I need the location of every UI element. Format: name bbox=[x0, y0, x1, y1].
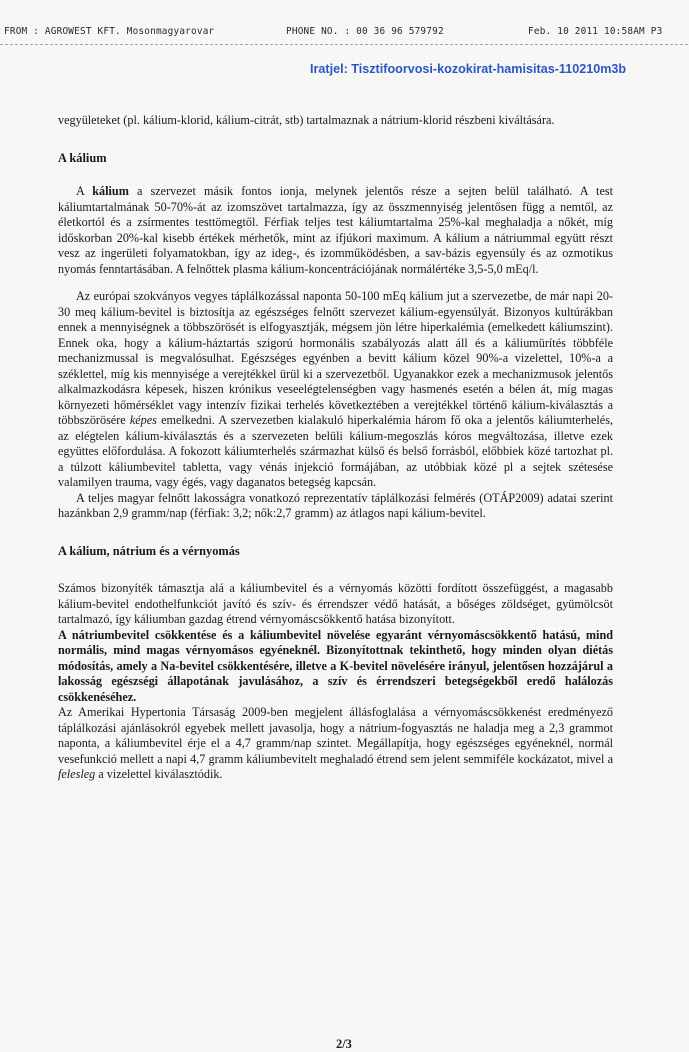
section-heading-kalium: A kálium bbox=[58, 150, 107, 165]
paragraph-kalium-intro bbox=[58, 184, 613, 277]
intro-paragraph: vegyületeket (pl. kálium-klorid, kálium-citrát, stb) tartalmaznak a nátrium-klorid részbeni kiváltására. bbox=[58, 113, 555, 127]
paragraph-bold-conclusion: A nátriumbevitel csökkentése és a káliumbevitel növelése egyaránt vérnyomáscsökkentő hatású, mind normális, mind magas vérnyomásos egyéneknél. Bizonyítottnak tekinthető, hogy minden olyan diétás módosítás, amely a Na-bevitel csökkentésére, illetve a K-bevitel növelésére irányul, jelentősen hozzájárul a lakosság egészségi állapotának javulásához, a szív és érrendszeri betegségekből eredő halálozás csökkenéséhez. bbox=[58, 627, 613, 704]
fax-header-rule bbox=[0, 44, 689, 45]
text-run: Az Amerikai Hypertonia Társaság 2009-ben megjelent állásfoglalása a vérnyomáscsökkenést eredményező táplálkozási ajánlásokról egyebek mellett javasolja, hogy a nátrium-fogyasztás ne haladja meg a 2,3 grammot naponta, a káliumbevitel érje el a 4,7 gramm/nap szintet. Megállapítja, hogy egészséges egyéneknél, normál vesefunkció mellett a napi 4,7 gramm káliumbevitelt meghaladó étrend sem jelent semmiféle kockázatot, mivel a bbox=[58, 705, 613, 766]
paragraph-otap-survey: A teljes magyar felnőtt lakosságra vonatkozó reprezentatív táplálkozási felmérés (OTÁP2009) adatai szerint hazánkban 2,9 gramm/nap (férfiak: 3,2; nők:2,7 gramm) az átlagos napi kálium-bevitel. bbox=[58, 490, 613, 520]
paragraph-evidence: Számos bizonyíték támasztja alá a káliumbevitel és a vérnyomás közötti fordított összefüggést, a magasabb kálium-bevitel endothelfunkciót javító és szív- és érrendszer védő hatását, a bőséges zöldséget, gyümölcsöt tartalmazó, így káliumban gazdag étrend vérnyomáscsökkentő hatása bizonyított. bbox=[58, 581, 613, 626]
fax-date: Feb. 10 2011 10:58AM P3 bbox=[528, 26, 663, 37]
fax-phone: PHONE NO. : 00 36 96 579792 bbox=[286, 26, 444, 37]
section-heading-vernyomas: A kálium, nátrium és a vérnyomás bbox=[58, 543, 240, 558]
italic-term: felesleg bbox=[58, 767, 96, 781]
text-run: Az európai szokványos vegyes táplálkozással naponta 50-100 mEq kálium jut a szervezetbe, de már napi 20-30 meq kálium-bevitel is biztosítja az egészséges felnőtt szervezet kálium-egyensúlyát. Bizonyos kultúrákban ennek a mennyiségnek a többszörösét is elfogyasztják, mégsem jön létre hiperkalémia (emelkedett káliumszint). Ennek oka, hogy a kálium-háztartás szigorú hormonális szabályozás alatt áll és a káliumürítés többféle mechanizmussal is megvalósulhat. Egészséges egyénben a bevitt kálium közel 90%-a vizelettel, 10%-a a széklettel, míg kis mennyisége a verejtékkel ürül ki a szervezetből. Ugyanakkor ezek a mechanizmusok jelentős alkalmazkodásra képesek, hiszen krónikus veseelégtelenségben vagy hasmenés esetén a bélen át, míg magas környezeti hőmérséklet vagy intenzív fizikai terhelés következtében a verejtékkel történő kálium-kiválasztás a többszörösére bbox=[58, 289, 613, 427]
italic-term: képes bbox=[129, 413, 157, 427]
document-id-stamp: Iratjel: Tisztifoorvosi-kozokirat-hamisitas-110210m3b bbox=[310, 62, 627, 76]
text-run: A bbox=[76, 184, 93, 198]
bold-term-kalium: kálium bbox=[92, 184, 129, 198]
paragraph-aha-recommendation bbox=[58, 705, 613, 783]
paragraph-kalium-intake bbox=[58, 289, 613, 491]
text-run: emelkedni. A szervezetben kialakuló hiperkalémia három fő oka a jelentős káliumterhelés, az elégtelen kálium-kiválasztás és a szervezeten belüli kálium-megoszlás kóros megváltozása, illetve ezek együttes előfordulása. A fokozott káliumterhelés származhat külső és belső forrásból, előbbiek közé tartozhat pl. a túlzott káliumbevitel tabletta, vagy vénás injekció formájában, az utóbbiak közé pl a sejtek szétesése valamilyen trauma, vagy égés, vagy daganatos betegség kapcsán. bbox=[58, 413, 613, 489]
fax-sender: FROM : AGROWEST KFT. Mosonmagyarovar bbox=[4, 26, 215, 37]
text-run: a szervezet másik fontos ionja, melynek jelentős része a sejten belül található. A test káliumtartalmának 50-70%-át az izomszövet tartalmazza, így az összmennyiség jelentősen függ a nemtől, az életkortól és a zsírmentes testtömegtől. Férfiak teljes test káliumtartalma 25%-kal meghaladja a nőkét, míg időskorban 20%-kal kisebb értékek mérhetők, mint az ifjúkori maximum. A kálium a nátriummal együtt részt vesz az ingerületi folyamatokban, így az ideg-, és izomműködésben, a sav-bázis egyensúly és az ozmotikus nyomás fenntartásában. A felnőttek plasma kálium-koncentrációjának normálértéke 3,5-5,0 mEq/l. bbox=[58, 184, 613, 276]
page-number: 2/3 bbox=[336, 1037, 352, 1051]
document-body bbox=[58, 113, 613, 783]
fax-header bbox=[0, 26, 689, 42]
text-run: a vizelettel kiválasztódik. bbox=[95, 767, 223, 781]
